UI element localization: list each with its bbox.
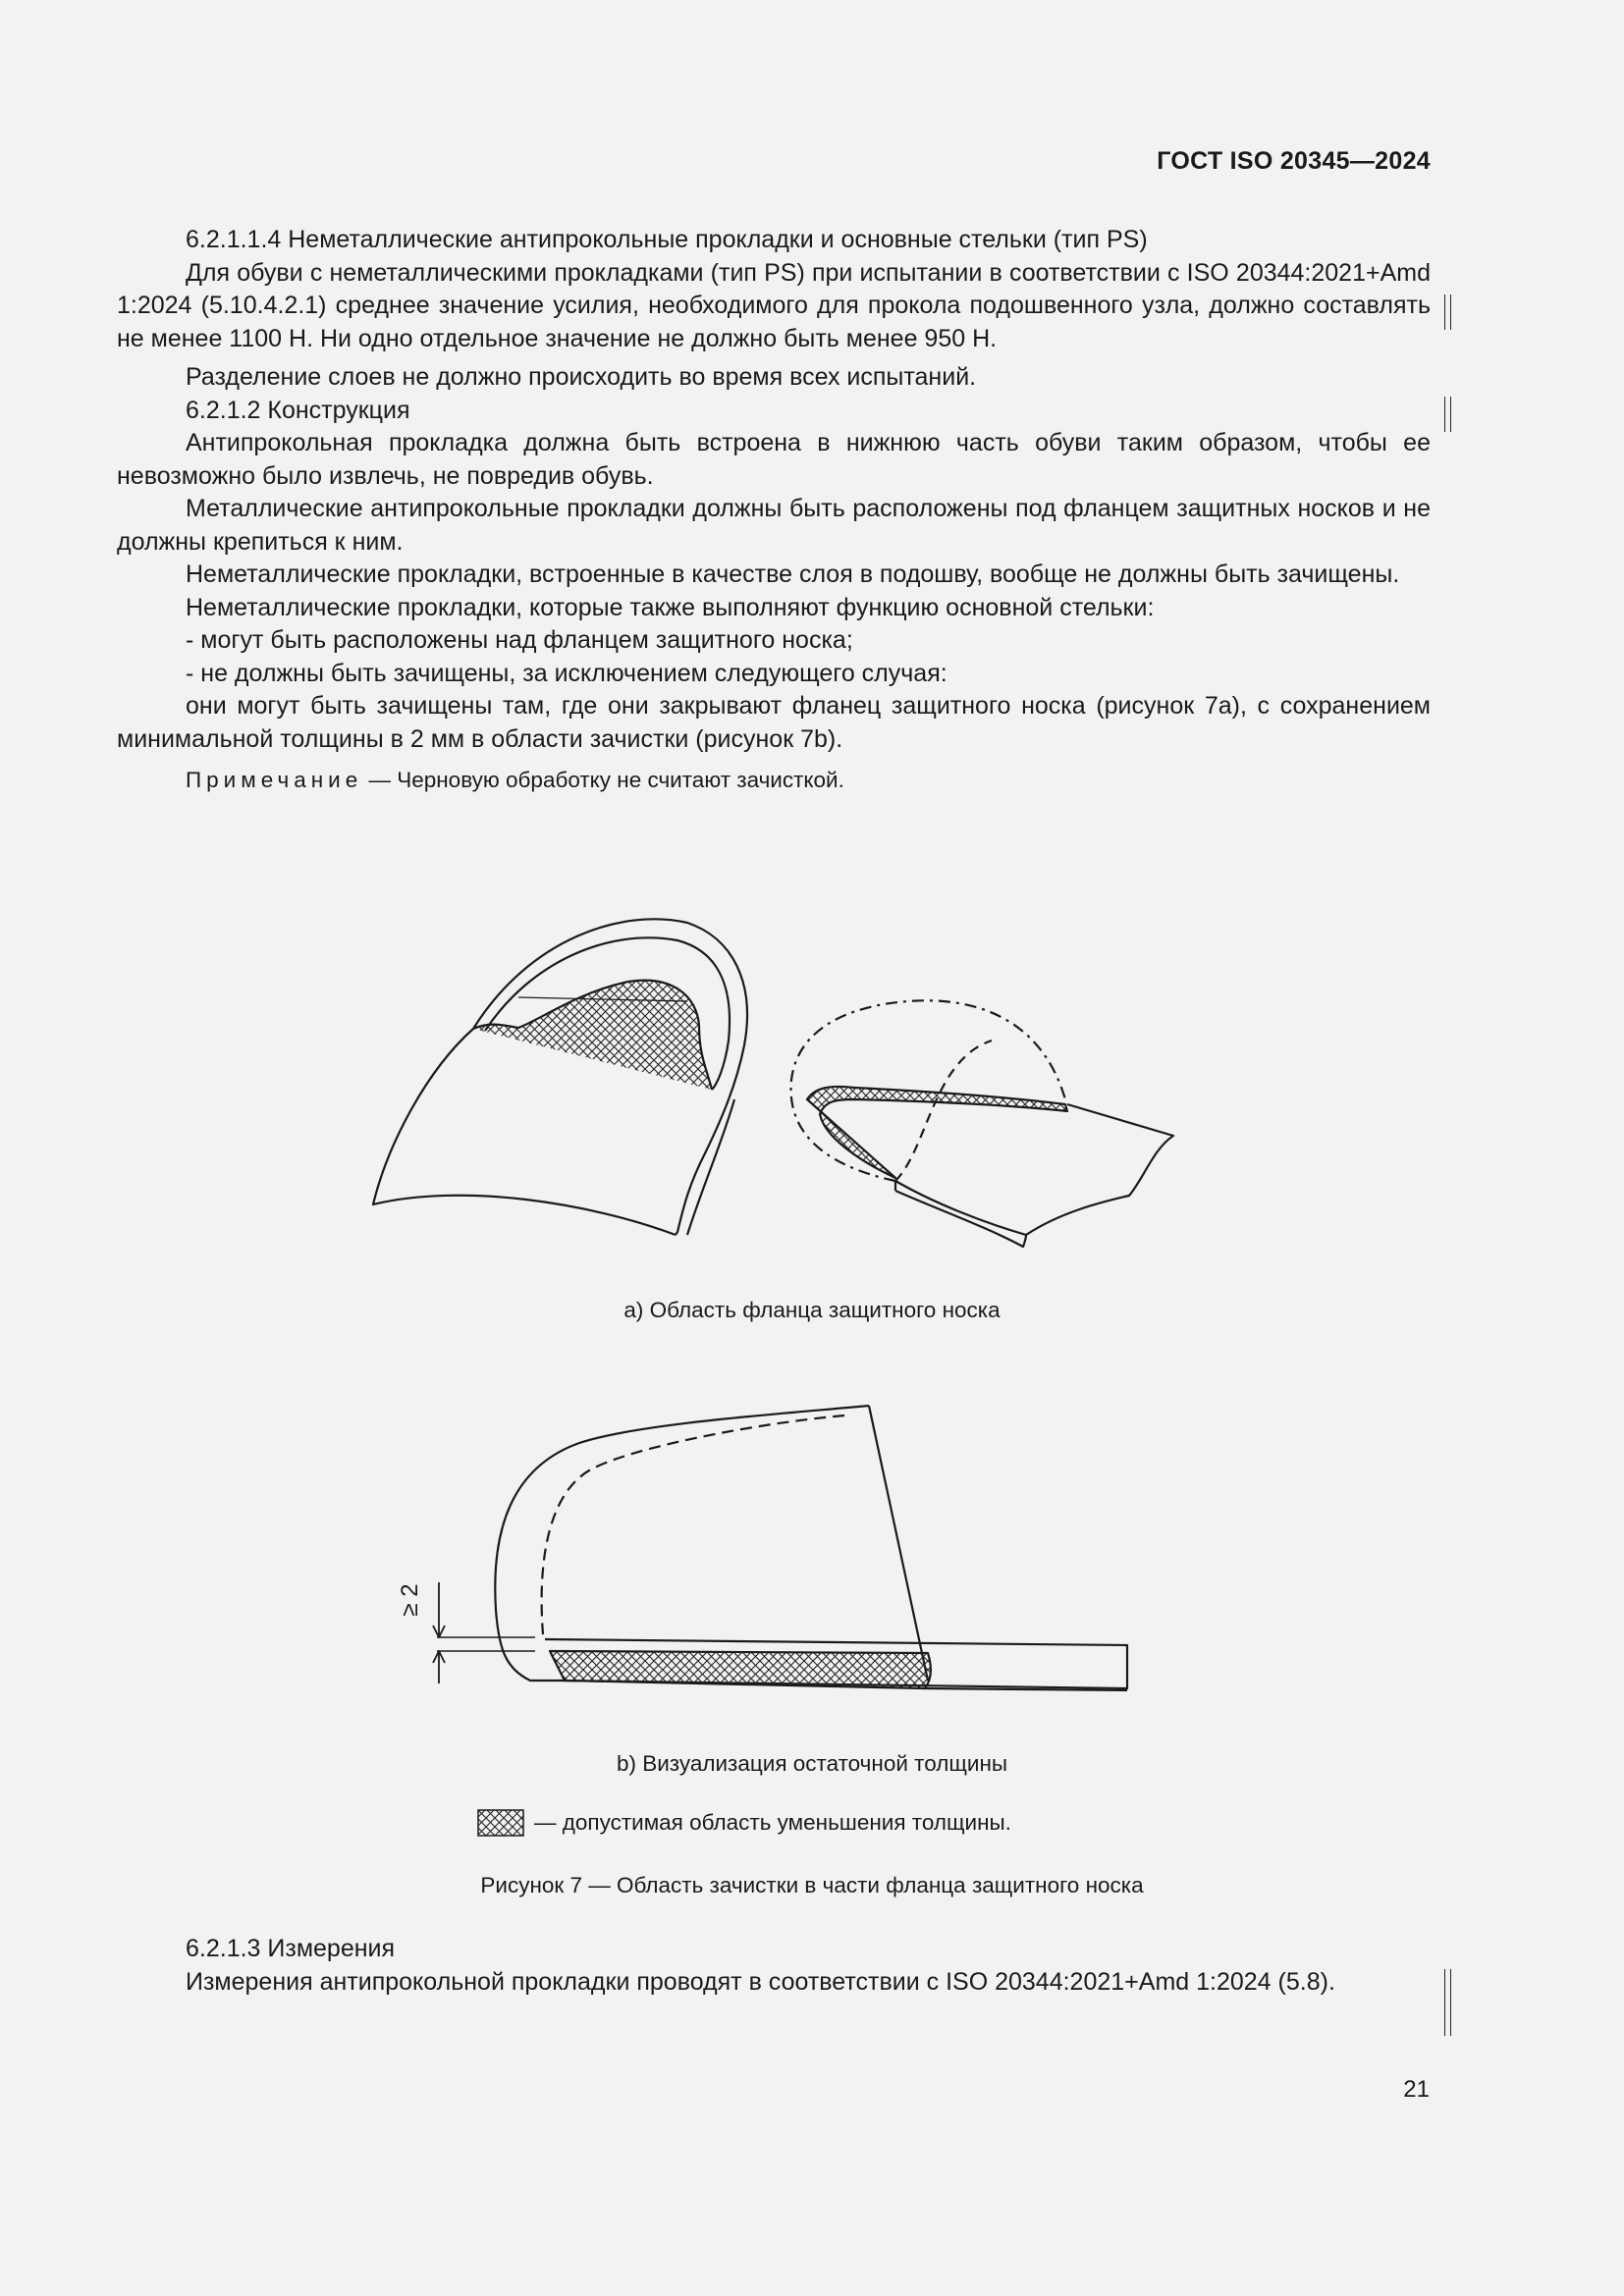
legend <box>477 1809 1011 1837</box>
dimension-label: ≥ 2 <box>397 1583 423 1617</box>
paragraph-nonmetal-insole: Неметаллические прокладки, которые также выполняют функцию основной стельки: <box>186 593 1155 621</box>
document-code: ГОСТ ISO 20345—2024 <box>1157 147 1431 175</box>
text-block-lower <box>117 1933 1431 1999</box>
figure-7-title: Рисунок 7 — Область зачистки в части фланца защитного носка <box>480 1873 1144 1897</box>
figure-7a-toe-cap-side <box>791 1000 1173 1247</box>
paragraph-nonmetal-layer: Неметаллические прокладки, встроенные в качестве слоя в подошву, вообще не должны быть зачищены. <box>186 561 1400 588</box>
section-heading-6-2-1-3: 6.2.1.3 Измерения <box>186 1935 396 1962</box>
list-item-above-flange: - могут быть расположены над фланцем защитного носка; <box>186 626 853 654</box>
paragraph-layer-separation: Разделение слоев не должно происходить во время всех испытаний. <box>186 363 977 391</box>
figure-7b-cross-section <box>433 1406 1127 1690</box>
list-item-no-skiving: - не должны быть зачищены, за исключением следующего случая: <box>186 659 947 687</box>
note-label: Примечание <box>186 768 363 792</box>
note-text: — Черновую обработку не считают зачисткой. <box>362 768 844 792</box>
paragraph-skiving-exception: они могут быть зачищены там, где они закрывают фланец защитного носка (рисунок 7а), с сохранением минимальной толщины в 2 мм в области зачистки (рисунок 7b). <box>117 692 1431 753</box>
paragraph-metal-inserts: Металлические антипрокольные прокладки должны быть расположены под фланцем защитных носков и не должны крепиться к ним. <box>117 495 1431 556</box>
legend-hatch-swatch <box>477 1809 524 1837</box>
figure-7a-toe-cap-front <box>373 919 747 1235</box>
caption-figure-7a: а) Область фланца защитного носка <box>623 1298 1001 1322</box>
paragraph-insert-built-in: Антипрокольная прокладка должна быть встроена в нижнюю часть обуви таким образом, чтобы ее невозможно было извлечь, не повредив обувь. <box>117 429 1431 490</box>
paragraph-measurements: Измерения антипрокольной прокладки проводят в соответствии с ISO 20344:2021+Amd 1:2024 (5.8). <box>186 1967 1335 1996</box>
section-heading-6-2-1-2: 6.2.1.2 Конструкция <box>186 396 410 424</box>
section-heading-6-2-1-1-4: 6.2.1.1.4 Неметаллические антипрокольные прокладки и основные стельки (тип PS) <box>186 226 1148 253</box>
paragraph-puncture-force: Для обуви с неметаллическими прокладками (тип PS) при испытании в соответствии с ISO 20344:2021+Amd 1:2024 (5.10.4.2.1) среднее значение усилия, необходимого для прокола подошвенного узла, должно составлять не менее 1100 Н. Ни одно отдельное значение не должно быть менее 950 Н. <box>117 258 1431 352</box>
legend-text: — допустимая область уменьшения толщины. <box>534 1810 1011 1835</box>
caption-figure-7b: b) Визуализация остаточной толщины <box>616 1751 1008 1776</box>
page-number: 21 <box>1403 2076 1430 2103</box>
